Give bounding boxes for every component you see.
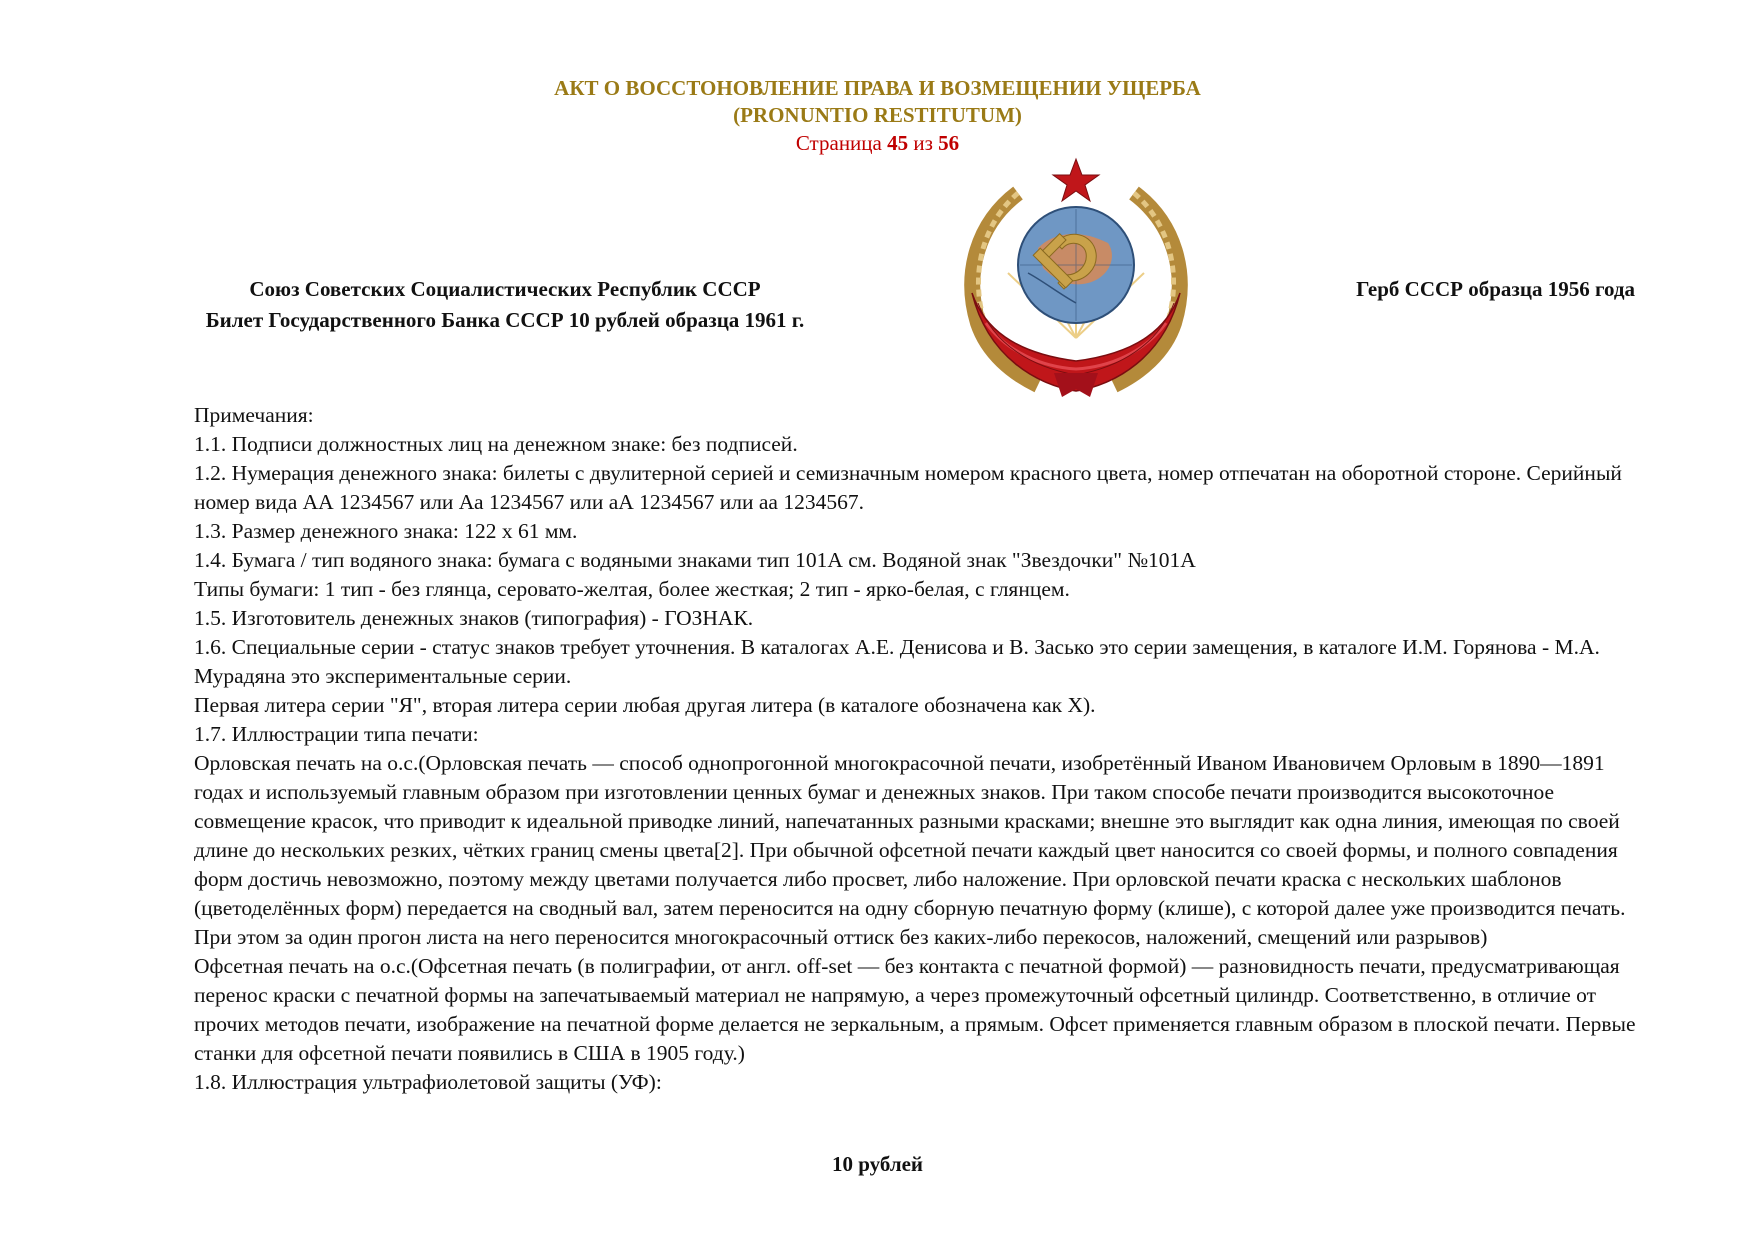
note-item: 1.7. Иллюстрации типа печати: [194, 722, 479, 746]
page-prefix: Страница [795, 131, 882, 155]
red-star-icon [1053, 159, 1099, 201]
note-item: 1.8. Иллюстрация ультрафиолетовой защиты (УФ): [194, 1070, 662, 1094]
page-current: 45 [887, 131, 909, 155]
ussr-coat-of-arms-icon [958, 153, 1194, 399]
note-item: 1.5. Изготовитель денежных знаков (типография) - ГОЗНАК. [194, 606, 754, 630]
note-item: Орловская печать на о.с.(Орловская печать — способ однопрогонной многокрасочной печати, изобретённый Иваном Ивановичем Орловым в 1890—1891 годах и используемый главным образом при изготовлении ценных бумаг и денежных знаков. При таком способе печати производится высокоточное совмещение красок, что приводит к идеальной приводке линий, напечатанных разными красками; внешне это выглядит как одна линия, имеющая по своей длине до нескольких резких, чётких границ смены цвета[2]. При обычной офсетной печати каждый цвет наносится со своей формы, и полного совпадения форм достичь невозможно, поэтому между цветами получается либо просвет, либо наложение. При орловской печати краска с нескольких шаблонов (цветоделённых форм) передается на сводный вал, затем переносится на одну сборную печатную форму (клише), с которой далее уже производится печать. При этом за один прогон листа на него переносится многокрасочный оттиск без каких-либо перекосов, наложений, смещений или разрывов) [194, 751, 1626, 949]
notes-heading: Примечания: [194, 403, 314, 427]
note-item: 1.1. Подписи должностных лиц на денежном знаке: без подписей. [194, 432, 798, 456]
notes-section [194, 401, 1654, 1097]
note-item: Типы бумаги: 1 тип - без глянца, серовато-желтая, более жесткая; 2 тип - ярко-белая, с глянцем. [194, 577, 1070, 601]
page-total: 56 [938, 131, 960, 155]
denomination-label: 10 рублей [831, 1152, 924, 1176]
document-title: АКТ О ВОССТОНОВЛЕНИЕ ПРАВА И ВОЗМЕЩЕНИИ УЩЕРБА [554, 76, 1201, 100]
note-item: Первая литера серии "Я", вторая литера серии любая другая литера (в каталоге обозначена как X). [194, 693, 1096, 717]
note-item: 1.2. Нумерация денежного знака: билеты с двулитерной серией и семизначным номером красного цвета, номер отпечатан на оборотной стороне. Серийный номер вида АА 1234567 или Аа 1234567 или аА 1234567 или аа 1234567. [194, 461, 1622, 514]
banknote-caption [110, 274, 900, 336]
note-item: 1.4. Бумага / тип водяного знака: бумага с водяными знаками тип 101А см. Водяной знак "Звездочки" №101А [194, 548, 1196, 572]
document-subtitle: (PRONUNTIO RESTITUTUM) [733, 103, 1022, 127]
caption-line-2: Билет Государственного Банка СССР 10 рублей образца 1961 г. [205, 308, 805, 332]
note-item: 1.6. Специальные серии - статус знаков требует уточнения. В каталогах А.Е. Денисова и В. Засько это серии замещения, в каталоге И.М. Горянова - М.А. Мурадяна это экспериментальные серии. [194, 635, 1600, 688]
note-item: 1.3. Размер денежного знака: 122 x 61 мм. [194, 519, 578, 543]
note-item: Офсетная печать на о.с.(Офсетная печать (в полиграфии, от англ. off-set — без контакта с печатной формой) — разновидность печати, предусматривающая перенос краски с печатной формы на запечатываемый материал не напрямую, а через промежуточный офсетный цилиндр. Соответственно, в отличие от прочих методов печати, изображение на печатной форме делается не зеркальным, а прямым. Офсет применяется главным образом в плоской печати. Первые станки для офсетной печати появились в США в 1905 году.) [194, 954, 1636, 1065]
page-indicator [0, 131, 1755, 156]
caption-line-1: Союз Советских Социалистических Республик СССР [249, 277, 761, 301]
page-separator: из [913, 131, 933, 155]
emblem-caption: Герб СССР образца 1956 года [1356, 277, 1635, 301]
